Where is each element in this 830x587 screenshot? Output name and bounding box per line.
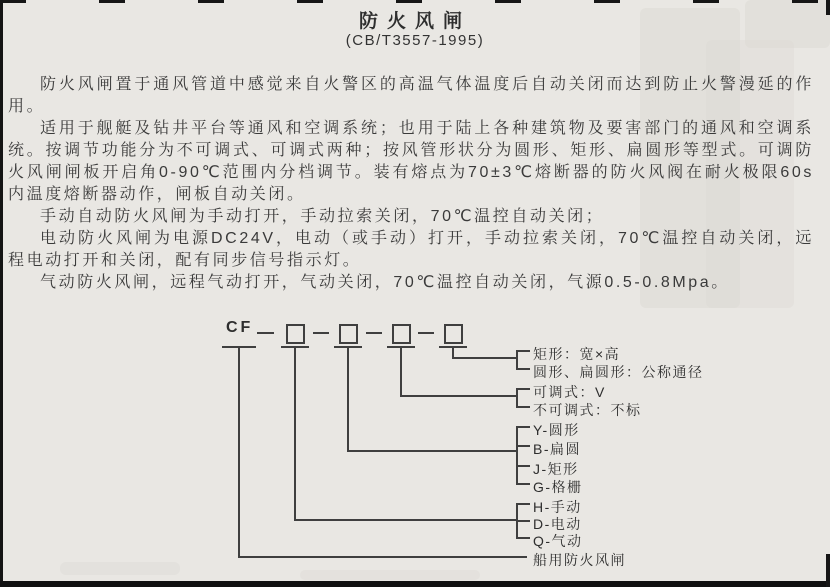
label-rect-size: 矩形：宽×高 [533,346,621,362]
bracket-group1 [516,350,518,370]
model-code-box-2 [339,324,358,344]
connector-box4 [452,357,518,359]
tick [516,483,530,485]
label-drive-electric: D-电动 [533,516,582,532]
tick [516,426,530,428]
model-prefix: CF [226,319,254,336]
tick [516,537,530,539]
tick [516,503,530,505]
tick [516,388,530,390]
model-code-box-3 [392,324,411,344]
leader-box2 [347,348,349,452]
label-drive-pneumatic: Q-气动 [533,533,583,549]
label-drive-manual: H-手动 [533,499,582,515]
paragraph-electric: 电动防火风闸为电源DC24V，电动（或手动）打开，手动拉索关闭，70℃温控自动关闭，远程电动打开和关闭，配有同步信号指示灯。 [8,230,814,269]
tick [516,445,530,447]
paragraph-manual: 手动自动防火风闸为手动打开，手动拉索关闭，70℃温控自动关闭； [40,208,605,225]
tick [516,520,530,522]
model-code-box-1 [286,324,305,344]
paragraph-application: 适用于舰艇及钻井平台等通风和空调系统；也用于陆上各种建筑物及要害部门的通风和空调系统。按调节功能分为不可调式、可调式两种；按风管形状分为圆形、矩形、扁圆形等型式。可调防火风闸闸板开启角0-90℃范围内分档调节。装有熔点为70±3℃熔断器的防火风阀在耐火极限60s内温度熔断器动作，闸板自动关闭。 [8,120,814,203]
bracket-group3 [516,426,518,485]
connector-box2 [347,450,518,452]
bracket-group2 [516,388,518,408]
leader-box3 [400,348,402,397]
label-shape-oblate: B-扁圆 [533,441,581,457]
tick [516,350,530,352]
label-round-size: 圆形、扁圆形：公称通径 [533,364,704,380]
standard-code: (CB/T3557-1995) [345,32,485,49]
tick [516,465,530,467]
label-non-adjustable: 不可调式：不标 [533,402,642,418]
paragraph-intro: 防火风闸置于通风管道中感觉来自火警区的高温气体温度后自动关闭而达到防止火警漫延的作用。 [8,76,814,115]
model-code-box-4 [444,324,463,344]
label-shape-rect: J-矩形 [533,461,579,477]
leader-box1 [294,348,296,521]
label-shape-round: Y-圆形 [533,422,580,438]
connector-box3 [400,395,518,397]
dash-line [313,332,329,334]
tick [516,406,530,408]
tick [516,368,530,370]
dash-line [418,332,434,334]
paragraph-pneumatic: 气动防火风闸，远程气动打开，气动关闭，70℃温控自动关闭，气源0.5-0.8Mpa。 [40,274,730,291]
dash-line [366,332,382,334]
label-base-product: 船用防火风闸 [533,552,626,568]
label-shape-grille: G-格栅 [533,479,583,495]
dash-line [257,332,274,334]
leader-cf [238,348,240,558]
page-title: 防火风闸 [358,11,471,32]
connector-box1 [294,519,518,521]
connector-cf [238,556,527,558]
label-adjustable: 可调式：V [533,384,606,400]
